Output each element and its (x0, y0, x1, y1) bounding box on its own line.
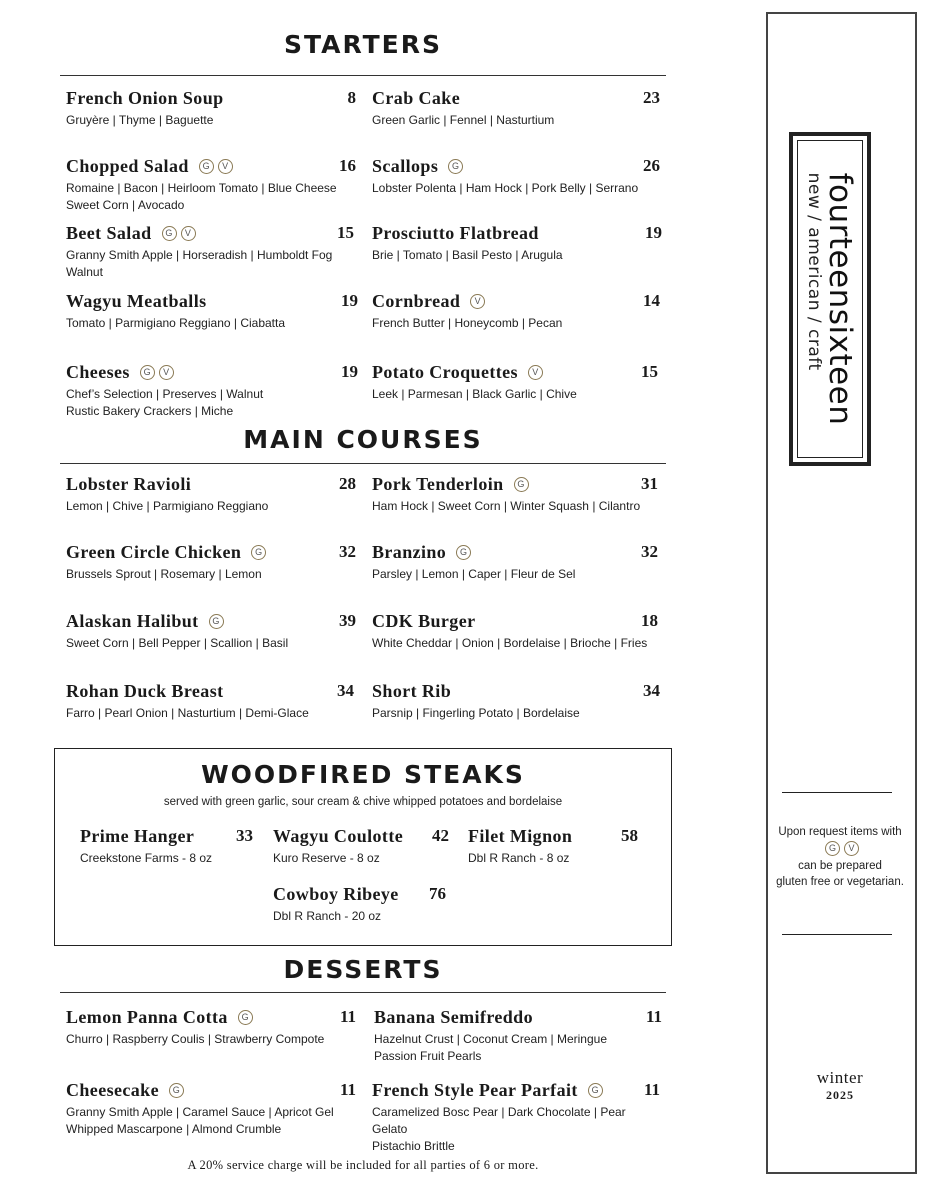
menu-item-header (66, 681, 354, 705)
menu-item-name (66, 1007, 253, 1028)
menu-item-wagyu-meatballs (66, 291, 358, 332)
menu-item-header (273, 826, 449, 850)
menu-item-name (372, 223, 539, 244)
service-charge-note: A 20% service charge will be included for all parties of 6 or more. (187, 1158, 539, 1172)
dietary-badges (158, 226, 196, 241)
gluten-free-badge-icon: G (140, 365, 155, 380)
menu-item-header (66, 611, 356, 635)
dietary-note (767, 824, 913, 890)
menu-item-cdk-burger (372, 611, 658, 652)
menu-item-name (468, 826, 572, 847)
menu-item-chopped-salad (66, 156, 356, 214)
gluten-free-badge-icon: G (199, 159, 214, 174)
year-label: 2025 (826, 1088, 854, 1102)
menu-item-description: Creekstone Farms - 8 oz (80, 851, 213, 865)
menu-item-description: Rustic Bakery Crackers | Miche (66, 404, 234, 418)
menu-item-rohan-duck-breast (66, 681, 354, 722)
gluten-free-badge-icon: G (588, 1083, 603, 1098)
menu-item-name (273, 884, 399, 905)
menu-item-price: 11 (339, 1007, 356, 1026)
menu-item-price: 11 (643, 1080, 660, 1099)
menu-item-description: Parsnip | Fingerling Potato | Bordelaise (372, 706, 580, 720)
menu-item-description: Granny Smith Apple | Caramel Sauce | Apricot Gel (66, 1105, 334, 1119)
menu-item-description: White Cheddar | Onion | Bordelaise | Brioche | Fries (372, 636, 648, 650)
menu-item-name (372, 88, 460, 109)
menu-item-description: Kuro Reserve - 8 oz (273, 851, 380, 865)
menu-item-filet-mignon (468, 826, 638, 867)
menu-item-header (468, 826, 638, 850)
menu-item-french-style-pear-parfait (372, 1080, 660, 1155)
menu-item-name (273, 826, 403, 847)
dietary-badges (584, 1083, 603, 1098)
dietary-badges (444, 159, 463, 174)
menu-item-name-text: Lemon Panna Cotta (66, 1007, 228, 1027)
menu-item-name (372, 362, 543, 383)
vegetarian-badge-icon: V (159, 365, 174, 380)
menu-item-header (372, 362, 658, 386)
menu-item-description: Gruyère | Thyme | Baguette (66, 113, 214, 127)
menu-item-potato-croquettes (372, 362, 658, 403)
menu-item-price: 42 (432, 826, 449, 845)
menu-item-description: Pistachio Brittle (372, 1139, 455, 1153)
menu-item-header (66, 223, 354, 247)
menu-item-price: 18 (641, 611, 658, 630)
menu-item-description: Churro | Raspberry Coulis | Strawberry Compote (66, 1032, 325, 1046)
menu-item-name (372, 156, 463, 177)
menu-item-name (66, 362, 174, 383)
menu-item-description: Chef’s Selection | Preserves | Walnut (66, 387, 264, 401)
note-top-rule (782, 792, 892, 793)
menu-item-price: 11 (339, 1080, 356, 1099)
gluten-free-badge-icon: G (448, 159, 463, 174)
menu-item-name-text: Lobster Ravioli (66, 474, 192, 494)
desserts-heading: DESSERTS (283, 955, 443, 984)
menu-item-prime-hanger (80, 826, 253, 867)
menu-item-cheesecake (66, 1080, 356, 1138)
menu-item-price: 32 (641, 542, 658, 561)
menu-item-name-text: Branzino (372, 542, 447, 562)
menu-item-price: 31 (641, 474, 658, 493)
menu-item-name (372, 681, 451, 702)
dietary-badges (165, 1083, 184, 1098)
menu-item-header (372, 291, 660, 315)
menu-item-header (66, 291, 358, 315)
gluten-free-badge-icon: G (209, 614, 224, 629)
menu-item-wagyu-coulotte (273, 826, 449, 867)
menu-item-description: Ham Hock | Sweet Corn | Winter Squash | Cilantro (372, 499, 641, 513)
menu-item-name (66, 681, 224, 702)
menu-item-name (80, 826, 194, 847)
menu-item-beet-salad (66, 223, 354, 281)
menu-item-description: Tomato | Parmigiano Reggiano | Ciabatta (66, 316, 286, 330)
menu-item-description: Brie | Tomato | Basil Pesto | Arugula (372, 248, 563, 262)
menu-item-name (66, 156, 233, 177)
gluten-free-badge-icon: G (456, 545, 471, 560)
menu-item-name (66, 474, 191, 495)
menu-item-description: Hazelnut Crust | Coconut Cream | Meringue (374, 1032, 607, 1046)
menu-item-price: 39 (339, 611, 356, 630)
menu-item-scallops (372, 156, 660, 197)
menu-item-price: 11 (645, 1007, 662, 1026)
menu-item-header (273, 884, 446, 908)
menu-item-price: 34 (337, 681, 354, 700)
menu-item-price: 76 (429, 884, 446, 903)
menu-item-name-text: Wagyu Coulotte (273, 826, 404, 846)
menu-item-name (66, 1080, 184, 1101)
menu-item-prosciutto-flatbread (372, 223, 662, 264)
menu-item-header (372, 1080, 660, 1104)
vegetarian-badge-icon: V (218, 159, 233, 174)
menu-item-name-text: Crab Cake (372, 88, 461, 108)
gluten-free-badge-icon: G (169, 1083, 184, 1098)
menu-item-price: 23 (643, 88, 660, 107)
menu-item-name (66, 611, 224, 632)
desserts-rule (60, 992, 666, 993)
menu-item-description: Caramelized Bosc Pear | Dark Chocolate | Pear Gelato (372, 1105, 626, 1136)
menu-item-description: Whipped Mascarpone | Almond Crumble (66, 1122, 282, 1136)
vegetarian-badge-icon: V (470, 294, 485, 309)
menu-item-header (372, 223, 662, 247)
menu-item-lemon-panna-cotta (66, 1007, 356, 1048)
menu-item-price: 28 (339, 474, 356, 493)
menu-item-price: 33 (236, 826, 253, 845)
gluten-free-badge-icon: G (825, 841, 840, 856)
menu-item-crab-cake (372, 88, 660, 129)
menu-item-name-text: Alaskan Halibut (66, 611, 199, 631)
note-line-1: Upon request items with (778, 826, 902, 838)
menu-item-description: Farro | Pearl Onion | Nasturtium | Demi-Glace (66, 706, 309, 720)
menu-item-name (374, 1007, 533, 1028)
menu-item-name-text: CDK Burger (372, 611, 476, 631)
menu-item-header (66, 362, 358, 386)
menu-item-name-text: Potato Croquettes (372, 362, 518, 382)
menu-item-cowboy-ribeye (273, 884, 446, 925)
dietary-badges (195, 159, 233, 174)
menu-item-description: Romaine | Bacon | Heirloom Tomato | Blue Cheese (66, 181, 337, 195)
menu-item-price: 14 (643, 291, 660, 310)
main-courses-heading: MAIN COURSES (243, 425, 483, 454)
menu-item-french-onion-soup (66, 88, 356, 129)
vegetarian-badge-icon: V (181, 226, 196, 241)
menu-item-name-text: French Style Pear Parfait (372, 1080, 578, 1100)
menu-item-name-text: Rohan Duck Breast (66, 681, 224, 701)
menu-item-header (80, 826, 253, 850)
menu-item-name (372, 1080, 603, 1101)
menu-item-name-text: Chopped Salad (66, 156, 189, 176)
menu-item-name-text: Green Circle Chicken (66, 542, 242, 562)
menu-item-header (66, 542, 356, 566)
menu-item-short-rib (372, 681, 660, 722)
menu-item-description: Walnut (66, 265, 103, 279)
menu-item-name (66, 291, 207, 312)
menu-item-description: Dbl R Ranch - 8 oz (468, 851, 570, 865)
main-courses-rule (60, 463, 666, 464)
menu-item-price: 15 (337, 223, 354, 242)
menu-item-price: 19 (341, 362, 358, 381)
logo-wordmark: fourteensixteen (822, 172, 858, 426)
menu-item-name (372, 474, 529, 495)
menu-item-description: Passion Fruit Pearls (374, 1049, 482, 1063)
menu-item-description: Leek | Parmesan | Black Garlic | Chive (372, 387, 577, 401)
menu-item-name (66, 542, 266, 563)
vegetarian-badge-icon: V (528, 365, 543, 380)
menu-item-description: French Butter | Honeycomb | Pecan (372, 316, 563, 330)
menu-item-name-text: Cheeses (66, 362, 130, 382)
menu-item-description: Lobster Polenta | Ham Hock | Pork Belly | Serrano (372, 181, 639, 195)
menu-item-name (372, 291, 485, 312)
note-line-2: can be prepared (798, 860, 882, 872)
menu-item-header (372, 611, 658, 635)
gluten-free-badge-icon: G (514, 477, 529, 492)
dietary-badges (452, 545, 471, 560)
menu-item-name-text: Cheesecake (66, 1080, 159, 1100)
menu-item-header (372, 542, 658, 566)
menu-item-price: 16 (339, 156, 356, 175)
menu-item-description: Sweet Corn | Avocado (66, 198, 185, 212)
menu-item-header (374, 1007, 662, 1031)
dietary-badges (247, 545, 266, 560)
gluten-free-badge-icon: G (251, 545, 266, 560)
menu-item-header (66, 1007, 356, 1031)
dietary-badges (205, 614, 224, 629)
menu-item-description: Sweet Corn | Bell Pepper | Scallion | Basil (66, 636, 289, 650)
menu-item-header (66, 156, 356, 180)
note-bottom-rule (782, 934, 892, 935)
menu-item-banana-semifreddo (374, 1007, 662, 1065)
menu-item-header (372, 88, 660, 112)
menu-item-name-text: Banana Semifreddo (374, 1007, 533, 1027)
gluten-free-badge-icon: G (162, 226, 177, 241)
woodfired-steaks-heading: WOODFIRED STEAKS (201, 760, 525, 789)
menu-item-description: Lemon | Chive | Parmigiano Reggiano (66, 499, 269, 513)
dietary-badges (466, 294, 485, 309)
menu-item-name-text: Prosciutto Flatbread (372, 223, 539, 243)
menu-item-header (372, 156, 660, 180)
menu-item-name-text: Cowboy Ribeye (273, 884, 399, 904)
menu-item-pork-tenderloin (372, 474, 658, 515)
menu-item-header (66, 88, 356, 112)
menu-item-name-text: Wagyu Meatballs (66, 291, 207, 311)
note-badges (767, 840, 913, 858)
menu-item-description: Granny Smith Apple | Horseradish | Humboldt Fog (66, 248, 333, 262)
menu-item-lobster-ravioli (66, 474, 356, 515)
menu-item-price: 34 (643, 681, 660, 700)
starters-heading: STARTERS (284, 30, 442, 59)
menu-item-name-text: Prime Hanger (80, 826, 195, 846)
menu-item-header (66, 1080, 356, 1104)
menu-item-name-text: Pork Tenderloin (372, 474, 504, 494)
menu-item-name (66, 223, 196, 244)
dietary-badges (524, 365, 543, 380)
dietary-badges (136, 365, 174, 380)
menu-item-price: 15 (641, 362, 658, 381)
menu-item-cornbread (372, 291, 660, 332)
steaks-subtitle: served with green garlic, sour cream & chive whipped potatoes and bordelaise (163, 796, 563, 808)
menu-item-description: Dbl R Ranch - 20 oz (273, 909, 382, 923)
menu-item-price: 8 (347, 88, 356, 107)
menu-item-name-text: Scallops (372, 156, 439, 176)
menu-item-name (372, 542, 471, 563)
menu-item-price: 19 (645, 223, 662, 242)
menu-item-header (372, 681, 660, 705)
dietary-badges (234, 1010, 253, 1025)
menu-item-name-text: Short Rib (372, 681, 452, 701)
menu-item-price: 26 (643, 156, 660, 175)
menu-item-name-text: Cornbread (372, 291, 461, 311)
menu-item-cheeses (66, 362, 358, 420)
restaurant-logo (789, 132, 871, 466)
dietary-badges (510, 477, 529, 492)
note-line-3: gluten free or vegetarian. (776, 876, 904, 888)
menu-item-price: 19 (341, 291, 358, 310)
menu-item-description: Green Garlic | Fennel | Nasturtium (372, 113, 555, 127)
menu-item-header (66, 474, 356, 498)
menu-item-name (372, 611, 475, 632)
menu-item-alaskan-halibut (66, 611, 356, 652)
logo-tagline: new / american / craft (804, 172, 824, 371)
menu-item-branzino (372, 542, 658, 583)
menu-item-header (372, 474, 658, 498)
season-label: winter (816, 1068, 864, 1087)
menu-item-name-text: Filet Mignon (468, 826, 573, 846)
vegetarian-badge-icon: V (844, 841, 859, 856)
menu-item-price: 32 (339, 542, 356, 561)
starters-rule (60, 75, 666, 76)
menu-item-description: Brussels Sprout | Rosemary | Lemon (66, 567, 262, 581)
menu-item-description: Parsley | Lemon | Caper | Fleur de Sel (372, 567, 576, 581)
menu-item-name-text: Beet Salad (66, 223, 152, 243)
gluten-free-badge-icon: G (238, 1010, 253, 1025)
menu-item-name-text: French Onion Soup (66, 88, 224, 108)
menu-item-name (66, 88, 224, 109)
menu-item-green-circle-chicken (66, 542, 356, 583)
menu-item-price: 58 (621, 826, 638, 845)
